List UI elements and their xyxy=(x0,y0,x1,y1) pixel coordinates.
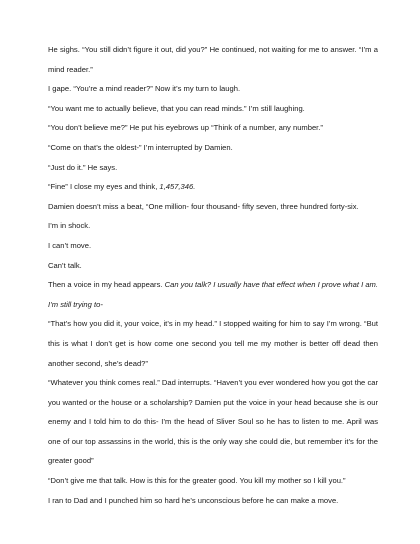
paragraph-text: Then a voice in my head appears. xyxy=(48,280,165,290)
paragraph-text: “Just do it.” He says. xyxy=(48,162,118,172)
paragraph-5 xyxy=(48,138,378,158)
document-page xyxy=(48,40,378,510)
paragraph-3 xyxy=(48,99,378,119)
paragraph-2 xyxy=(48,79,378,99)
paragraph-1 xyxy=(48,40,378,79)
paragraph-text: “That’s how you did it, your voice, it’s in my head.” I stopped waiting for him to say I’m wrong. “But this is what I don’t get is how come one second you tell me my mother is better off dead then another second, she’s dead?” xyxy=(48,319,378,368)
paragraph-text: I can’t move. xyxy=(48,240,92,250)
paragraph-text: “You don’t believe me?” He put his eyebrows up “Think of a number, any number.” xyxy=(48,123,323,133)
paragraph-12 xyxy=(48,275,378,314)
paragraph-6 xyxy=(48,158,378,178)
paragraph-text: “Come on that’s the oldest-” I’m interrupted by Damien. xyxy=(48,142,233,152)
paragraph-text: Damien doesn’t miss a beat, “One million- four thousand- fifty seven, three hundred forty-six. xyxy=(48,201,359,211)
paragraph-16 xyxy=(48,491,378,511)
paragraph-10 xyxy=(48,236,378,256)
paragraph-7 xyxy=(48,177,378,197)
paragraph-8 xyxy=(48,197,378,217)
italic-number: 1,457,346. xyxy=(159,182,196,192)
paragraph-text: Can’t talk. xyxy=(48,260,82,270)
paragraph-text: “Don’t give me that talk. How is this for the greater good. You kill my mother so I kill you.” xyxy=(48,476,346,486)
paragraph-14 xyxy=(48,373,378,471)
paragraph-text: “Whatever you think comes real.” Dad interrupts. “Haven’t you ever wondered how you got the car you wanted or the house or a scholarship? Damien put the voice in your head because she is our enemy and I told him to do this- I’m the head of Sliver Soul so he has to listen to me. April was one of our top assassins in the world, this is the only way she could die, but remember it’s for the greater good” xyxy=(48,378,378,466)
paragraph-9 xyxy=(48,216,378,236)
italic-thought: Can you talk? I usually have that effect when I prove what I am. I’m still trying to- xyxy=(48,280,378,309)
paragraph-text: “You want me to actually believe, that you can read minds.” I’m still laughing. xyxy=(48,103,305,113)
paragraph-text: “Fine” I close my eyes and think, xyxy=(48,182,160,192)
paragraph-13 xyxy=(48,314,378,373)
paragraph-11 xyxy=(48,256,378,276)
paragraph-text: I gape. “You’re a mind reader?” Now it’s my turn to laugh. xyxy=(48,84,241,94)
paragraph-text: I’m in shock. xyxy=(48,221,91,231)
paragraph-text: He sighs. “You still didn’t figure it out, did you?” He continued, not waiting for me to answer. “I’m a mind reader.” xyxy=(48,45,378,74)
paragraph-4 xyxy=(48,118,378,138)
paragraph-15 xyxy=(48,471,378,491)
paragraph-text: I ran to Dad and I punched him so hard he’s unconscious before he can make a move. xyxy=(48,495,339,505)
